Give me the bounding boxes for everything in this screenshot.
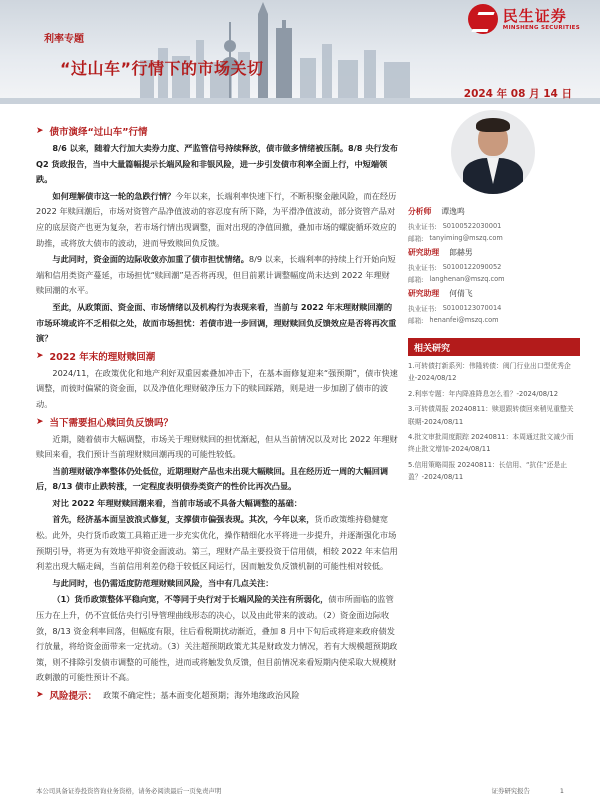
disclaimer-text: 本公司具备证券投资咨询业务资格，请务必阅读最后一页免责声明 bbox=[36, 787, 222, 795]
related-research-heading: 相关研究 bbox=[408, 338, 580, 356]
paragraph: 2024/11，在政策优化和地产利好双重因素叠加冲击下，在基本面修复迎来“强预期”，债市快速调整，而彼时偏紧的资金面，以及净值化理财破净压力下的赎回踩踏，则是进一步加剧了债市的波动。 bbox=[36, 367, 398, 409]
page-footer bbox=[36, 786, 564, 795]
risk-warning-text: 政策不确定性；基本面变化超预期；海外地缘政治风险 bbox=[103, 689, 300, 700]
section-heading: ➤ 当下需要担心赎回负反馈吗？ bbox=[36, 416, 174, 429]
analyst-list bbox=[408, 206, 580, 326]
paragraph: 近期，随着债市大幅调整，市场关于理财赎回的担忧渐起，但从当前情况以及对比 2022 年理财赎回来看，我们预计当前理财赎回潮再现的可能性较低。 bbox=[36, 433, 398, 460]
paragraph: 与此同时，也仍需适度防范理财赎回风险，当中有几点关注： bbox=[52, 577, 274, 588]
paragraph: 当前理财破净率整体仍处低位，近期理财产品也未出现大幅赎回。且在经历近一周的大幅回调后，8/13 债市止跌转涨，一定程度表明债券类资产的性价比再次凸显。 bbox=[36, 465, 389, 492]
section-heading: ➤ 2022 年末的理财赎回潮 bbox=[36, 350, 156, 363]
section-heading: ➤ 债市演绎“过山车”行情 bbox=[36, 126, 148, 138]
paragraph: 8/6 以来，随着大行加大卖券力度、严监管信号持续释放，债市做多情绪被压制。8/8 央行发布 Q2 货政报告，当中大量篇幅提示长端风险和非银风险，进一步引发债市利率全面上行，中短端领跌。 bbox=[36, 143, 398, 185]
related-research-item[interactable]: 3.可转债周报 20240811：赎退跟转债回来稍见重整关联期-2024/08/11 bbox=[408, 405, 574, 426]
header-banner bbox=[0, 0, 600, 104]
logo-text-en: MINSHENG SECURITIES bbox=[502, 25, 580, 31]
report-category-tag: 利率专题 bbox=[44, 34, 84, 45]
report-title: “过山车”行情下的市场关切 bbox=[60, 59, 264, 78]
email-link[interactable]: tanyiming@mszq.com bbox=[429, 234, 503, 242]
main-content bbox=[36, 124, 398, 705]
related-research-item[interactable]: 1.可转债打新系列：伟隆转债：阀门行业出口型优秀企业-2024/08/12 bbox=[408, 362, 571, 383]
analyst-photo bbox=[451, 110, 535, 194]
sidebar bbox=[408, 104, 580, 487]
paragraph: 至此，从政策面、资金面、市场情绪以及机构行为表现来看，当前与 2022 年末理财赎回潮的市场环境或许不乏相似之处，故而市场担忧：若债市进一步回调，理财赎回负反馈效应是否将再次重演？ bbox=[36, 301, 397, 344]
page-number: 1 bbox=[559, 787, 564, 795]
analyst-entry: 研究助理 郎赫男 执业证书: S0100122090052 邮箱: langhenan@mszq.com bbox=[408, 248, 505, 284]
company-logo bbox=[468, 4, 580, 34]
logo-text-cn: 民生证券 bbox=[502, 7, 567, 25]
analyst-entry: 研究助理 何倩飞 执业证书: S0100123070014 邮箱: henanfei@mszq.com bbox=[408, 289, 502, 325]
logo-mark-icon bbox=[468, 4, 498, 34]
paragraph: 如何理解债市这一轮的急跌行情？今年以来，长端利率快速下行，不断积聚金融风险，而在经历 2022 年赎回潮后，市场对资管产品净值波动的容忍度有所下降，为平滑净值波动，部分资管产品对应的底层资产也更为复杂，若市场行情出现调整，面对出现的净值回撤，叠加市场的螺旋循环效应的助推，或将放大债市的波动，进而导致赎回负反馈。 bbox=[36, 190, 397, 248]
footer-report-type: 证券研究报告 bbox=[491, 787, 530, 795]
arrow-bullet-icon: ➤ bbox=[36, 690, 44, 700]
paragraph: 对比 2022 年理财赎回潮来看，当前市场或不具备大幅调整的基础： bbox=[52, 497, 302, 508]
risk-warning: ➤ 风险提示： 政策不确定性；基本面变化超预期；海外地缘政治风险 bbox=[36, 689, 300, 702]
email-link[interactable]: henanfei@mszq.com bbox=[429, 316, 499, 324]
related-research-item[interactable]: 5.信用策略周报 20240811：长信用、“抗住”还是止盈？-2024/08/11 bbox=[408, 460, 568, 482]
arrow-bullet-icon: ➤ bbox=[36, 416, 44, 427]
related-research-item[interactable]: 4.批文审批周度跟踪 20240811：本周通过批文减少而终止批文增加-2024/08/11 bbox=[408, 433, 574, 454]
paragraph: 首先，经济基本面呈波浪式修复，支撑债市偏强表现。其次，今年以来，货币政策维持稳健宽松。此外，央行货币政策工具箱正进一步充实优化，操作精细化水平将进一步提升，并逐渐强化市场预期引导，将更为有效地平抑资金面波动。第三，理财产品主要投资于信用债，相较 2022 年末信用利差出现大幅走阔，当前信用利差仍稳于较低区间运行，因而触发负反馈机制的可能性相对较低。 bbox=[36, 514, 398, 572]
paragraph: （1）货币政策整体平稳向宽，不等同于央行对于长端风险的关注有所弱化，债市所面临的监管压力在上升，仍不宜低估央行引导管理曲线形态的决心，以及由此带来的波动。（2）资金面边际收敛，8/13 资金利率回落，但幅度有限，往后看税期扰动渐近，叠加 8 月中下旬后或将迎来政府债发行放量，将给资金面带来一定扰动。（3）关注超预期政策尤其是财政发力情况，若有大规模超预期政策，则不排除引发债市调整的可能性，进而或将触发负反馈，但目前情况来看短期内使采取大规模财政刺激的可能性预计不高。 bbox=[36, 594, 398, 683]
related-research-item[interactable]: 2.利率专题：年内降准降息怎么看？-2024/08/12 bbox=[408, 389, 559, 398]
paragraph: 与此同时，资金面的边际收敛亦加重了债市担忧情绪。8/9 以来，长端利率的持续上行开始向短端和信用类资产蔓延，市场担忧“赎回潮”是否将再现，但目前累计调整幅度尚未达到 2022 年理财赎回潮的水平。 bbox=[36, 254, 396, 296]
analyst-entry: 分析师 谭逸鸣 执业证书: S0100522030001 邮箱: tanyiming@mszq.com bbox=[408, 207, 503, 243]
email-link[interactable]: langhenan@mszq.com bbox=[429, 275, 505, 283]
arrow-bullet-icon: ➤ bbox=[36, 350, 44, 361]
arrow-bullet-icon: ➤ bbox=[36, 126, 44, 136]
related-research-list bbox=[408, 360, 580, 484]
report-date: 2024 年 08 月 14 日 bbox=[463, 88, 572, 100]
